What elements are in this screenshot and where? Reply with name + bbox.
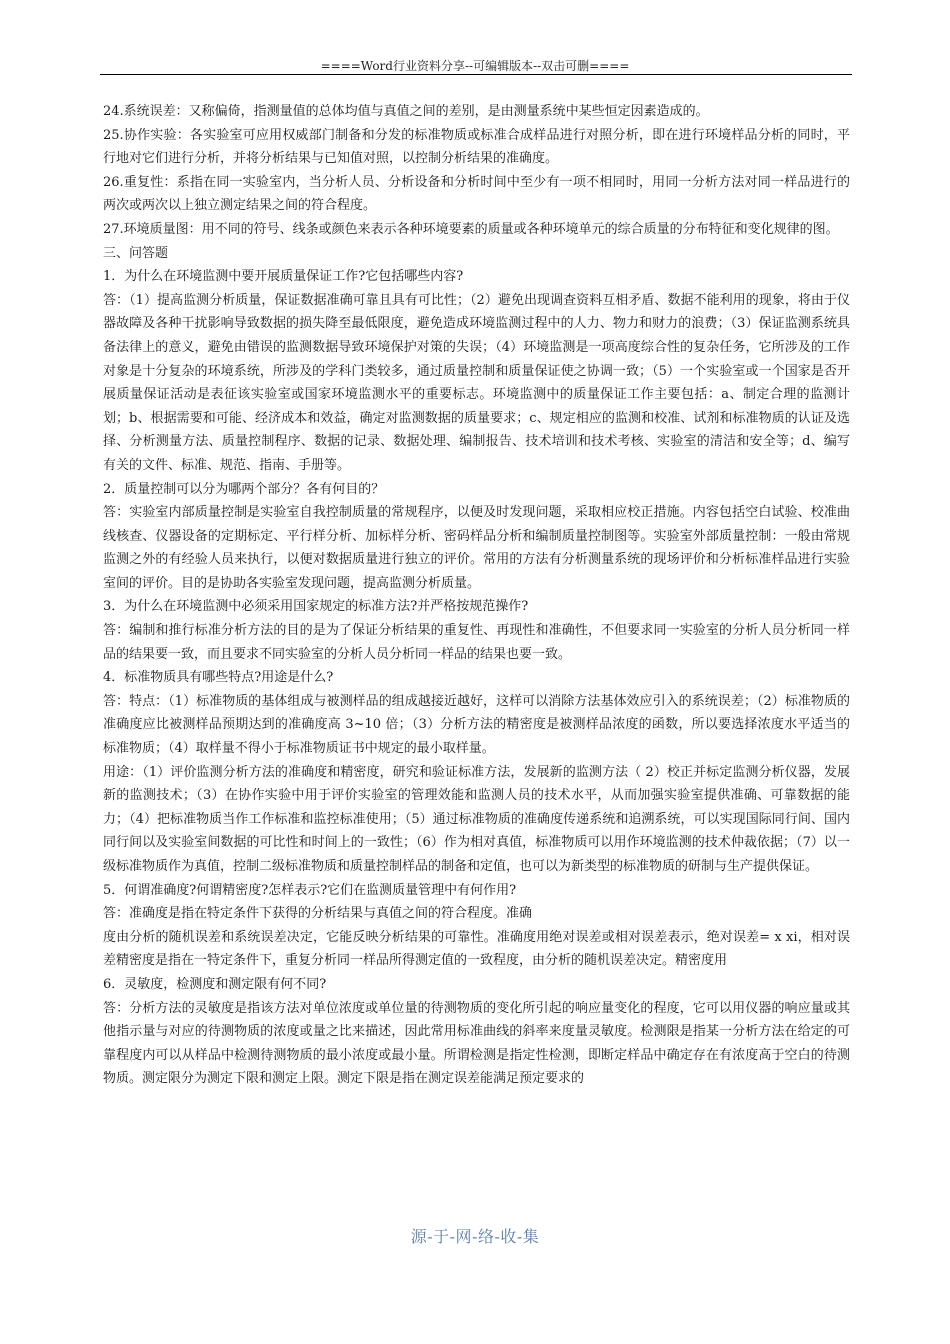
answer-3: 答：编制和推行标准分析方法的目的是为了保证分析结果的重复性、再现性和准确性，不但要求同一实验室的分析人员分析同一样品的结果要一致，而且要求不同实验室的分析人员分析同一样品的结果也要一致。 xyxy=(103,623,850,662)
question-4: 4．标准物质具有哪些特点?用途是什么? xyxy=(103,670,334,686)
answer-4-features: 答：特点：（1）标准物质的基体组成与被测样品的组成越接近越好，这样可以消除方法基体效应引入的系统误差；（2）标准物质的准确度应比被测样品预期达到的准确度高 3~10 倍；（3）分析方法的精密度是被测样品浓度的函数，所以要选择浓度水平适当的标准物质；（4）取样量不得小于标准物质证书中规定的最小取样量。 xyxy=(103,693,850,757)
page-footer: 源-于-网-络-收-集 xyxy=(410,1227,540,1246)
answer-5-part2: 度由分析的随机误差和系统误差决定，它能反映分析结果的可靠性。准确度用绝对误差或相对误差表示，绝对误差= x xi，相对误差精密度是指在一特定条件下，重复分析同一样品所得测定值的一致程度，由分析的随机误差决定。精密度用 xyxy=(103,929,850,969)
answer-5-part1: 答：准确度是指在特定条件下获得的分析结果与真值之间的符合程度。准确 xyxy=(103,906,533,922)
document-body xyxy=(103,100,850,1091)
header-divider xyxy=(100,74,852,75)
answer-2: 答：实验室内部质量控制是实验室自我控制质量的常规程序，以便及时发现问题，采取相应校正措施。内容包括空白试验、校准曲线核查、仪器设备的定期标定、平行样分析、加标样分析、密码样品分析和编制质量控制图等。实验室外部质量控制：一般由常规监测之外的有经验人员来执行，以便对数据质量进行独立的评价。常用的方法有分析测量系统的现场评价和分析标准样品进行实验室间的评价。目的是协助各实验室发现问题，提高监测分析质量。 xyxy=(103,505,850,591)
definition-26: 26.重复性：系指在同一实验室内，当分析人员、分析设备和分析时间中至少有一项不相同时，用同一分析方法对同一样品进行的两次或两次以上独立测定结果之间的符合程度。 xyxy=(103,174,850,214)
question-6: 6．灵敏度，检测度和测定限有何不同? xyxy=(103,976,327,992)
question-2: 2．质量控制可以分为哪两个部分？各有何目的？ xyxy=(103,481,385,497)
answer-6: 答：分析方法的灵敏度是指该方法对单位浓度或单位量的待测物质的变化所引起的响应量变化的程度，它可以用仪器的响应量或其他指示量与对应的待测物质的浓度或量之比来描述，因此常用标准曲线的斜率来度量灵敏度。检测限是指某一分析方法在给定的可靠程度内可以从样品中检测待测物质的最小浓度或最小量。所谓检测是指定性检测，即断定样品中确定存在有浓度高于空白的待测物质。测定限分为测定下限和测定上限。测定下限是指在测定误差能满足预定要求的 xyxy=(103,1000,850,1087)
answer-4-uses: 用途：（1）评价监测分析方法的准确度和精密度，研究和验证标准方法，发展新的监测方法（ 2）校正并标定监测分析仪器，发展新的监测技术；（3）在协作实验中用于评价实验室的管理效能和监测人员的技术水平，从而加强实验室提供准确、可靠数据的能力；（4）把标准物质当作工作标准和监控标准使用；（5）通过标准物质的准确度传递系统和追溯系统，可以实现国际同行间、国内同行间以及实验室间数据的可比性和时间上的一致性；（6）作为相对真值，标准物质可以用作环境监测的技术仲裁依据；（7）以一级标准物质作为真值，控制二级标准物质和质量控制样品的制备和定值，也可以为新类型的标准物质的研制与生产提供保证。 xyxy=(103,764,850,874)
question-1: 1．为什么在环境监测中要开展质量保证工作?它包括哪些内容? xyxy=(103,269,464,285)
definition-25: 25.协作实验：各实验室可应用权威部门制备和分发的标准物质或标准合成样品进行对照分析，即在进行环境样品分析的同时，平行地对它们进行分析，并将分析结果与已知值对照，以控制分析结果的准确度。 xyxy=(103,127,850,167)
question-5: 5．何谓准确度?何谓精密度?怎样表示?它们在监测质量管理中有何作用? xyxy=(103,882,517,898)
definition-27: 27.环境质量图：用不同的符号、线条或颜色来表示各种环境要素的质量或各种环境单元的综合质量的分布特征和变化规律的图。 xyxy=(103,221,839,237)
section-heading: 三、问答题 xyxy=(103,245,169,261)
question-3: 3．为什么在环境监测中必须采用国家规定的标准方法?并严格按规范操作? xyxy=(103,599,529,615)
answer-1: 答：（1）提高监测分析质量，保证数据准确可靠且具有可比性；（2）避免出现调查资料互相矛盾、数据不能利用的现象，将由于仪器故障及各种干扰影响导致数据的损失降至最低限度，避免造成环境监测过程中的人力、物力和财力的浪费；（3）保证监测系统具备法律上的意义，避免由错误的监测数据导致环境保护对策的失误；（4）环境监测是一项高度综合性的复杂任务，它所涉及的工作对象是十分复杂的环境系统，所涉及的学科门类较多，通过质量控制和质量保证使之协调一致；（5）一个实验室或一个国家是否开展质量保证活动是表征该实验室或国家环境监测水平的重要标志。环境监测中的质量保证工作主要包括：a、制定合理的监测计划；b、根据需要和可能、经济成本和效益，确定对监测数据的质量要求；c、规定相应的监测和校准、试剂和标准物质的认证及选择、分析测量方法、质量控制程序、数据的记录、数据处理、编制报告、技术培训和技术考核、实验室的清洁和安全等；d、编写有关的文件、标准、规范、指南、手册等。 xyxy=(103,292,850,473)
definition-24: 24.系统误差：又称偏倚，指测量值的总体均值与真值之间的差别，是由测量系统中某些恒定因素造成的。 xyxy=(103,104,709,119)
page-header: ====Word行业资料分享--可编辑版本--双击可删==== xyxy=(320,59,630,73)
